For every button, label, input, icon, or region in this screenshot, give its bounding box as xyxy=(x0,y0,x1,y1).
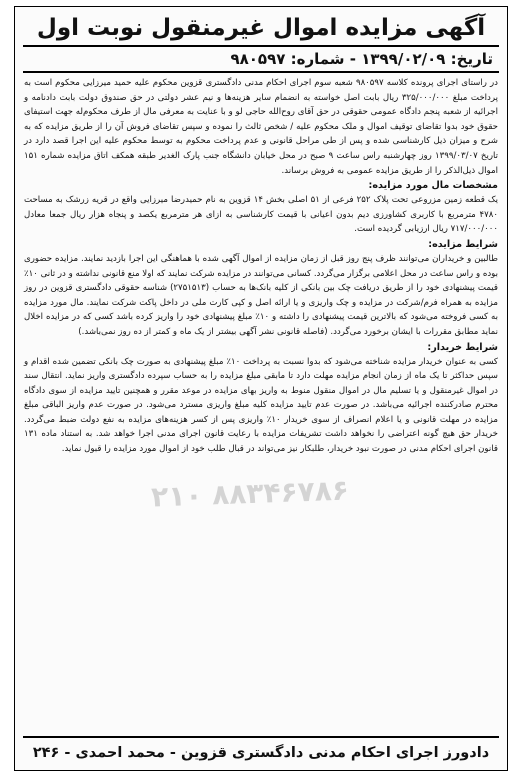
buyer-heading: شرایط خریدار: xyxy=(427,341,498,353)
property-paragraph: یک قطعه زمین مزروعی تحت پلاک ۲۵۲ فرعی از ۵۱ اصلی بخش ۱۴ قزوین به نام حمیدرضا میرزایی واقع در قریه زرشک به مساحت ۴۷۸۰ مترمربع با کاربری کشاورزی دیم بدون اعیانی با قیمت کارشناسی به ازای هر مترمربع یکصد و پنجاه هزار ریال جمعا معادل ۷۱۷/۰۰۰/۰۰۰ ریال ارزیابی گردیده است. xyxy=(24,195,498,235)
notice-page xyxy=(14,6,508,771)
signature-footer: دادورز اجرای احکام مدنی دادگستری قزوین - محمد احمدی - ۲۴۶ xyxy=(23,736,499,764)
conditions-paragraph: طالبین و خریداران می‌توانند ظرف پنج روز قبل از زمان مزایده از اموال آگهی شده با هماهنگی این اجرا بازدید نمایند. مزایده حضوری بوده و راس ساعت در محل اعلامی برگزار می‌گردد. کسانی می‌توانند در مزایده شرکت نمایند که اولا منع قانونی نداشته و در ثانی ۱۰٪ قیمت پیشنهادی خود را از طریق دریافت چک بین بانکی از کلیه بانک‌ها به حساب (۲۷۵۱۵۱۳) شناسه حقوقی دادگستری قزوین در روز مزایده به همراه فرم/شرکت در مزایده و چک واریزی و یا ارائه اصل و کپی کارت ملی در داخل پاکت شرکت نمایند. مال مورد مزایده به کسی فروخته می‌شود که بالاترین قیمت پیشنهادی را داشته و ۱۰٪ مبلغ پیشنهادی خود را واریز کرده باشد کسی که در مزایده اخلال نماید مطابق مقررات با ایشان برخورد می‌گردد. (فاصله قانونی نشر آگهی بیشتر از یک ماه و کمتر از ده روز نمی‌باشد.) xyxy=(24,253,498,337)
property-heading: مشخصات مال مورد مزایده: xyxy=(368,180,498,192)
date-number-line: تاریخ: ۱۳۹۹/۰۲/۰۹ - شماره: ۹۸۰۵۹۷ xyxy=(23,45,499,73)
watermark: ۲۱۰ ۸۸۳۴۶۷۸۶ xyxy=(150,473,350,514)
notice-body xyxy=(15,76,507,457)
intro-paragraph: در راستای اجرای پرونده کلاسه ۹۸۰۵۹۷ شعبه سوم اجرای احکام مدنی دادگستری قزوین محکوم علیه حمید میرزایی محکوم است به پرداخت مبلغ ۳۲۵/۰۰۰/۰۰۰ ریال بابت اصل خواسته به انضمام سایر هزینه‌ها و نیم عشر دولتی در حق صندوق دولت بابت دادنامه و اجرائیه از شعبه پنجم دادگاه عمومی حقوقی در حق آقای روح‌الله حاجی لو و با عنایت به معرفی مال از طرف محکوم‌له جهت استیفای حقوق خود بدوا تقاضای توقیف اموال و ملک محکوم علیه / شخص ثالث را نموده و سپس تقاضای فروش آن را از طریق مزایده که به شرح و میزان ذیل کارشناسی شده و پس از طی مراحل قانونی و عدم پرداخت محکوم به توسط محکوم علیه این اجرا قصد دارد در تاریخ ۱۳۹۹/۰۳/۰۷ روز چهارشنبه راس ساعت ۹ صبح در محل خیابان دانشگاه جنب پارک الغدیر طبقه همکف اتاق مزایده شماره ۱۵۱ اموال ذیل‌الذکر را از طریق مزایده عمومی به فروش برساند. xyxy=(24,78,498,176)
conditions-heading: شرایط مزایده: xyxy=(428,238,498,250)
notice-title: آگهی مزایده اموال غیرمنقول نوبت اول xyxy=(36,15,486,41)
buyer-paragraph: کسی به عنوان خریدار مزایده شناخته می‌شود که بدوا نسبت به پرداخت ۱۰٪ مبلغ پیشنهادی به صورت چک بانکی تضمین شده اقدام و سپس حداکثر تا یک ماه از زمان انجام مزایده مهلت دارد تا مابقی مبلغ مزایده را به حساب سپرده دادگستری واریز نماید. انتقال سند در اموال غیرمنقول و یا تسلیم مال در اموال منقول منوط به واریز بهای مزایده در موعد مقرر و همچنین تایید مزایده از سوی دادگاه محترم صادرکننده اجرائیه می‌باشد. در صورت عدم تایید مزایده کلیه مبلغ واریزی مسترد می‌شود. در صورت عدم واریز الباقی مبلغ مزایده در مهلت قانونی و یا اعلام انصراف از سوی خریدار ۱۰٪ واریزی پس از کسر هزینه‌های مزایده به نفع دولت ضبط می‌گردد. خریدار حق هیچ گونه اعتراضی را نخواهد داشت تشریفات مزایده با رعایت قانون اجرای مدنی اجرا خواهد شد. به استناد ماده ۱۳۱ قانون اجرای احکام مدنی در صورت نبود خریدار، طلبکار نیز می‌تواند در قبال طلب خود از اموال مورد مزایده را قبول نماید. xyxy=(24,356,499,455)
